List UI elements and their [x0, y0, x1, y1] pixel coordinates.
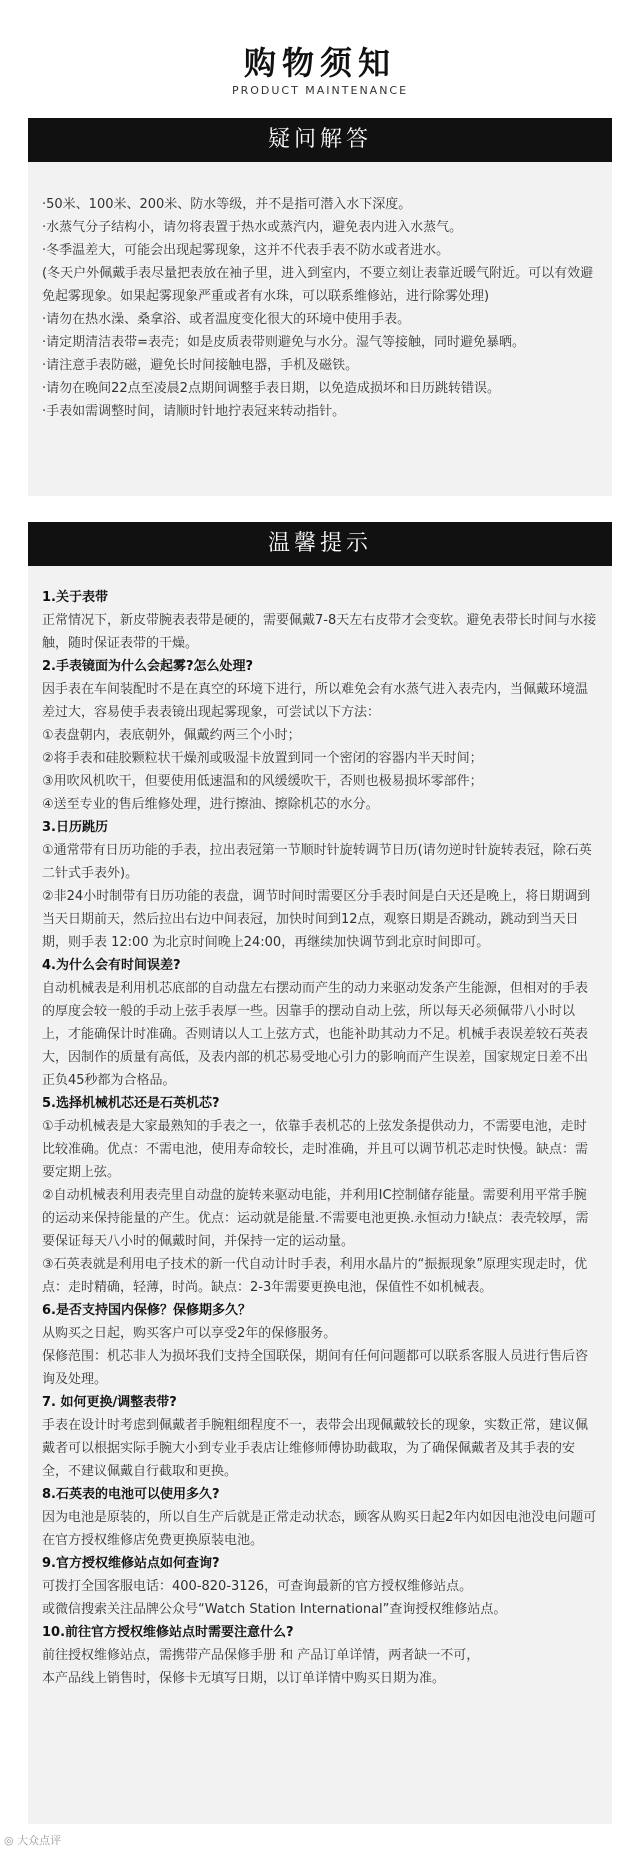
section-line: ②将手表和硅胶颗粒状干燥剂或吸湿卡放置到同一个密闭的容器内半天时间；: [42, 751, 483, 766]
faq-line: ·请定期清洁表带=表壳；如是皮质表带则避免与水分。湿气等接触，同时避免暴晒。: [42, 335, 526, 350]
faq-panel: [28, 118, 612, 496]
section-heading: 8.石英表的电池可以使用多久?: [42, 1487, 220, 1502]
section-line: 可拨打全国客服电话：400-820-3126，可查询最新的官方授权维修站点。: [42, 1579, 473, 1594]
section-heading: 4.为什么会有时间误差?: [42, 958, 181, 973]
faq-line: ·冬季温差大，可能会出现起雾现象，这并不代表手表不防水或者进水。: [42, 243, 450, 258]
section-line: ①手动机械表是大家最熟知的手表之一，依靠手表机芯的上弦发条提供动力，不需要电池，走时比较准确。优点：不需电池，使用寿命较长，走时准确，并且可以调节机芯走时快慢。缺点：需要定期上弦。: [42, 1119, 589, 1180]
faq-content: [42, 193, 598, 423]
section-heading: 3.日历跳历: [42, 820, 108, 835]
section-line: ④送至专业的售后维修处理，进行擦油、擦除机芯的水分。: [42, 797, 379, 812]
section-heading: 10.前往官方授权维修站点时需要注意什么?: [42, 1625, 294, 1640]
faq-line: ·请注意手表防磁，避免长时间接触电器，手机及磁铁。: [42, 358, 359, 373]
tips-title-bar: 温馨提示: [28, 522, 612, 566]
section-line: ③用吹风机吹干，但要使用低速温和的风缓缓吹干，否则也极易损坏零部件；: [42, 774, 483, 789]
section-heading: 2.手表镜面为什么会起雾?怎么处理?: [42, 659, 254, 674]
watermark: ◎ 大众点评: [4, 1834, 62, 1847]
tips-content: [42, 586, 598, 1690]
faq-line: ·水蒸气分子结构小，请勿将表置于热水或蒸汽内，避免表内进入水蒸气。: [42, 220, 463, 235]
page-title: 购物须知: [243, 44, 396, 82]
section-line: 正常情况下，新皮带腕表表带是硬的，需要佩戴7-8天左右皮带才会变软。避免表带长时间与水接触，随时保证表带的干燥。: [42, 613, 597, 651]
section-line: ③石英表就是利用电子技术的新一代自动计时手表，利用水晶片的“振振现象”原理实现走时，优点：走时精确，轻薄，时尚。缺点：2-3年需要更换电池，保值性不如机械表。: [42, 1257, 588, 1295]
faq-line: ·50米、100米、200米、防水等级，并不是指可潜入水下深度。: [42, 197, 412, 212]
section-line: 前往授权维修站点，需携带产品保修手册 和 产品订单详情，两者缺一不可，: [42, 1648, 480, 1663]
section-line: 自动机械表是利用机芯底部的自动盘左右摆动而产生的动力来驱动发条产生能源，但相对的手表的厚度会较一般的手动上弦手表厚一些。因靠手的摆动自动上弦，所以每天必须佩带八小时以上，才能确保计时准确。否则请以人工上弦方式，也能补助其动力不足。机械手表误差较石英表大，因制作的质量有高低，及表内部的机芯易受地心引力的影响而产生误差，国家规定日差不出正负45秒都为合格品。: [42, 981, 589, 1088]
section-line: 保修范围：机芯非人为损坏我们支持全国联保，期间有任何问题都可以联系客服人员进行售后咨询及处理。: [42, 1349, 589, 1387]
section-line: ①通常带有日历功能的手表，拉出表冠第一节顺时针旋转调节日历(请勿逆时针旋转表冠，除石英二针式手表外)。: [42, 843, 592, 881]
section-heading: 7. 如何更换/调整表带?: [42, 1395, 177, 1410]
faq-line: ·手表如需调整时间，请顺时针地拧表冠来转动指针。: [42, 404, 346, 419]
section-heading: 5.选择机械机芯还是石英机芯?: [42, 1096, 220, 1111]
faq-line: ·请勿在晚间22点至凌晨2点期间调整手表日期，以免造成损坏和日历跳转错误。: [42, 381, 500, 396]
faq-title-bar: 疑问解答: [28, 118, 612, 162]
faq-line: ·请勿在热水澡、桑拿浴、或者温度变化很大的环境中使用手表。: [42, 312, 411, 327]
section-line: 本产品线上销售时，保修卡无填写日期，以订单详情中购买日期为准。: [42, 1671, 446, 1686]
page-subtitle: PRODUCT MAINTENANCE: [231, 84, 409, 97]
section-heading: 1.关于表带: [42, 590, 108, 605]
section-line: 从购买之日起，购买客户可以享受2年的保修服务。: [42, 1326, 337, 1341]
tips-panel: [28, 522, 612, 1824]
section-line: 因手表在车间装配时不是在真空的环境下进行，所以难免会有水蒸气进入表壳内，当佩戴环境温差过大，容易使手表表镜出现起雾现象，可尝试以下方法：: [42, 682, 589, 720]
section-heading: 9.官方授权维修站点如何查询?: [42, 1556, 220, 1571]
section-line: 手表在设计时考虑到佩戴者手腕粗细程度不一，表带会出现佩戴较长的现象，实数正常，建议佩戴者可以根据实际手腕大小到专业手表店让维修师傅协助截取，为了确保佩戴者及其手表的安全，不建议佩戴自行截取和更换。: [42, 1418, 589, 1479]
section-line: 或微信搜索关注品牌公众号“Watch Station International”查询授权维修站点。: [42, 1602, 507, 1617]
section-line: ①表盘朝内，表底朝外，佩戴约两三个小时；: [42, 728, 301, 743]
faq-line: (冬天户外佩戴手表尽量把表放在袖子里，进入到室内，不要立刻让表靠近暖气附近。可以有效避免起雾现象。如果起雾现象严重或者有水珠，可以联系维修站，进行除雾处理): [42, 266, 594, 304]
section-line: ②自动机械表利用表壳里自动盘的旋转来驱动电能，并利用IC控制储存能量。需要利用平常手腕的运动来保持能量的产生。优点：运动就是能量.不需要电池更换.永恒动力!缺点：表壳较厚，需要保证每天八小时的佩戴时间，并保持一定的运动量。: [42, 1188, 589, 1249]
section-heading: 6.是否支持国内保修？保修期多久？: [42, 1303, 251, 1318]
section-line: ②非24小时制带有日历功能的表盘，调节时间时需要区分手表时间是白天还是晚上，将日期调到当天日期前天，然后拉出右边中间表冠，加快时间到12点，观察日期是否跳动，跳动到当天日期，则手表 12:00 为北京时间晚上24:00，再继续加快调节到北京时间即可。: [42, 889, 591, 950]
section-line: 因为电池是原装的，所以自生产后就是正常走动状态，顾客从购买日起2年内如因电池没电问题可在官方授权维修店免费更换原装电池。: [42, 1510, 597, 1548]
